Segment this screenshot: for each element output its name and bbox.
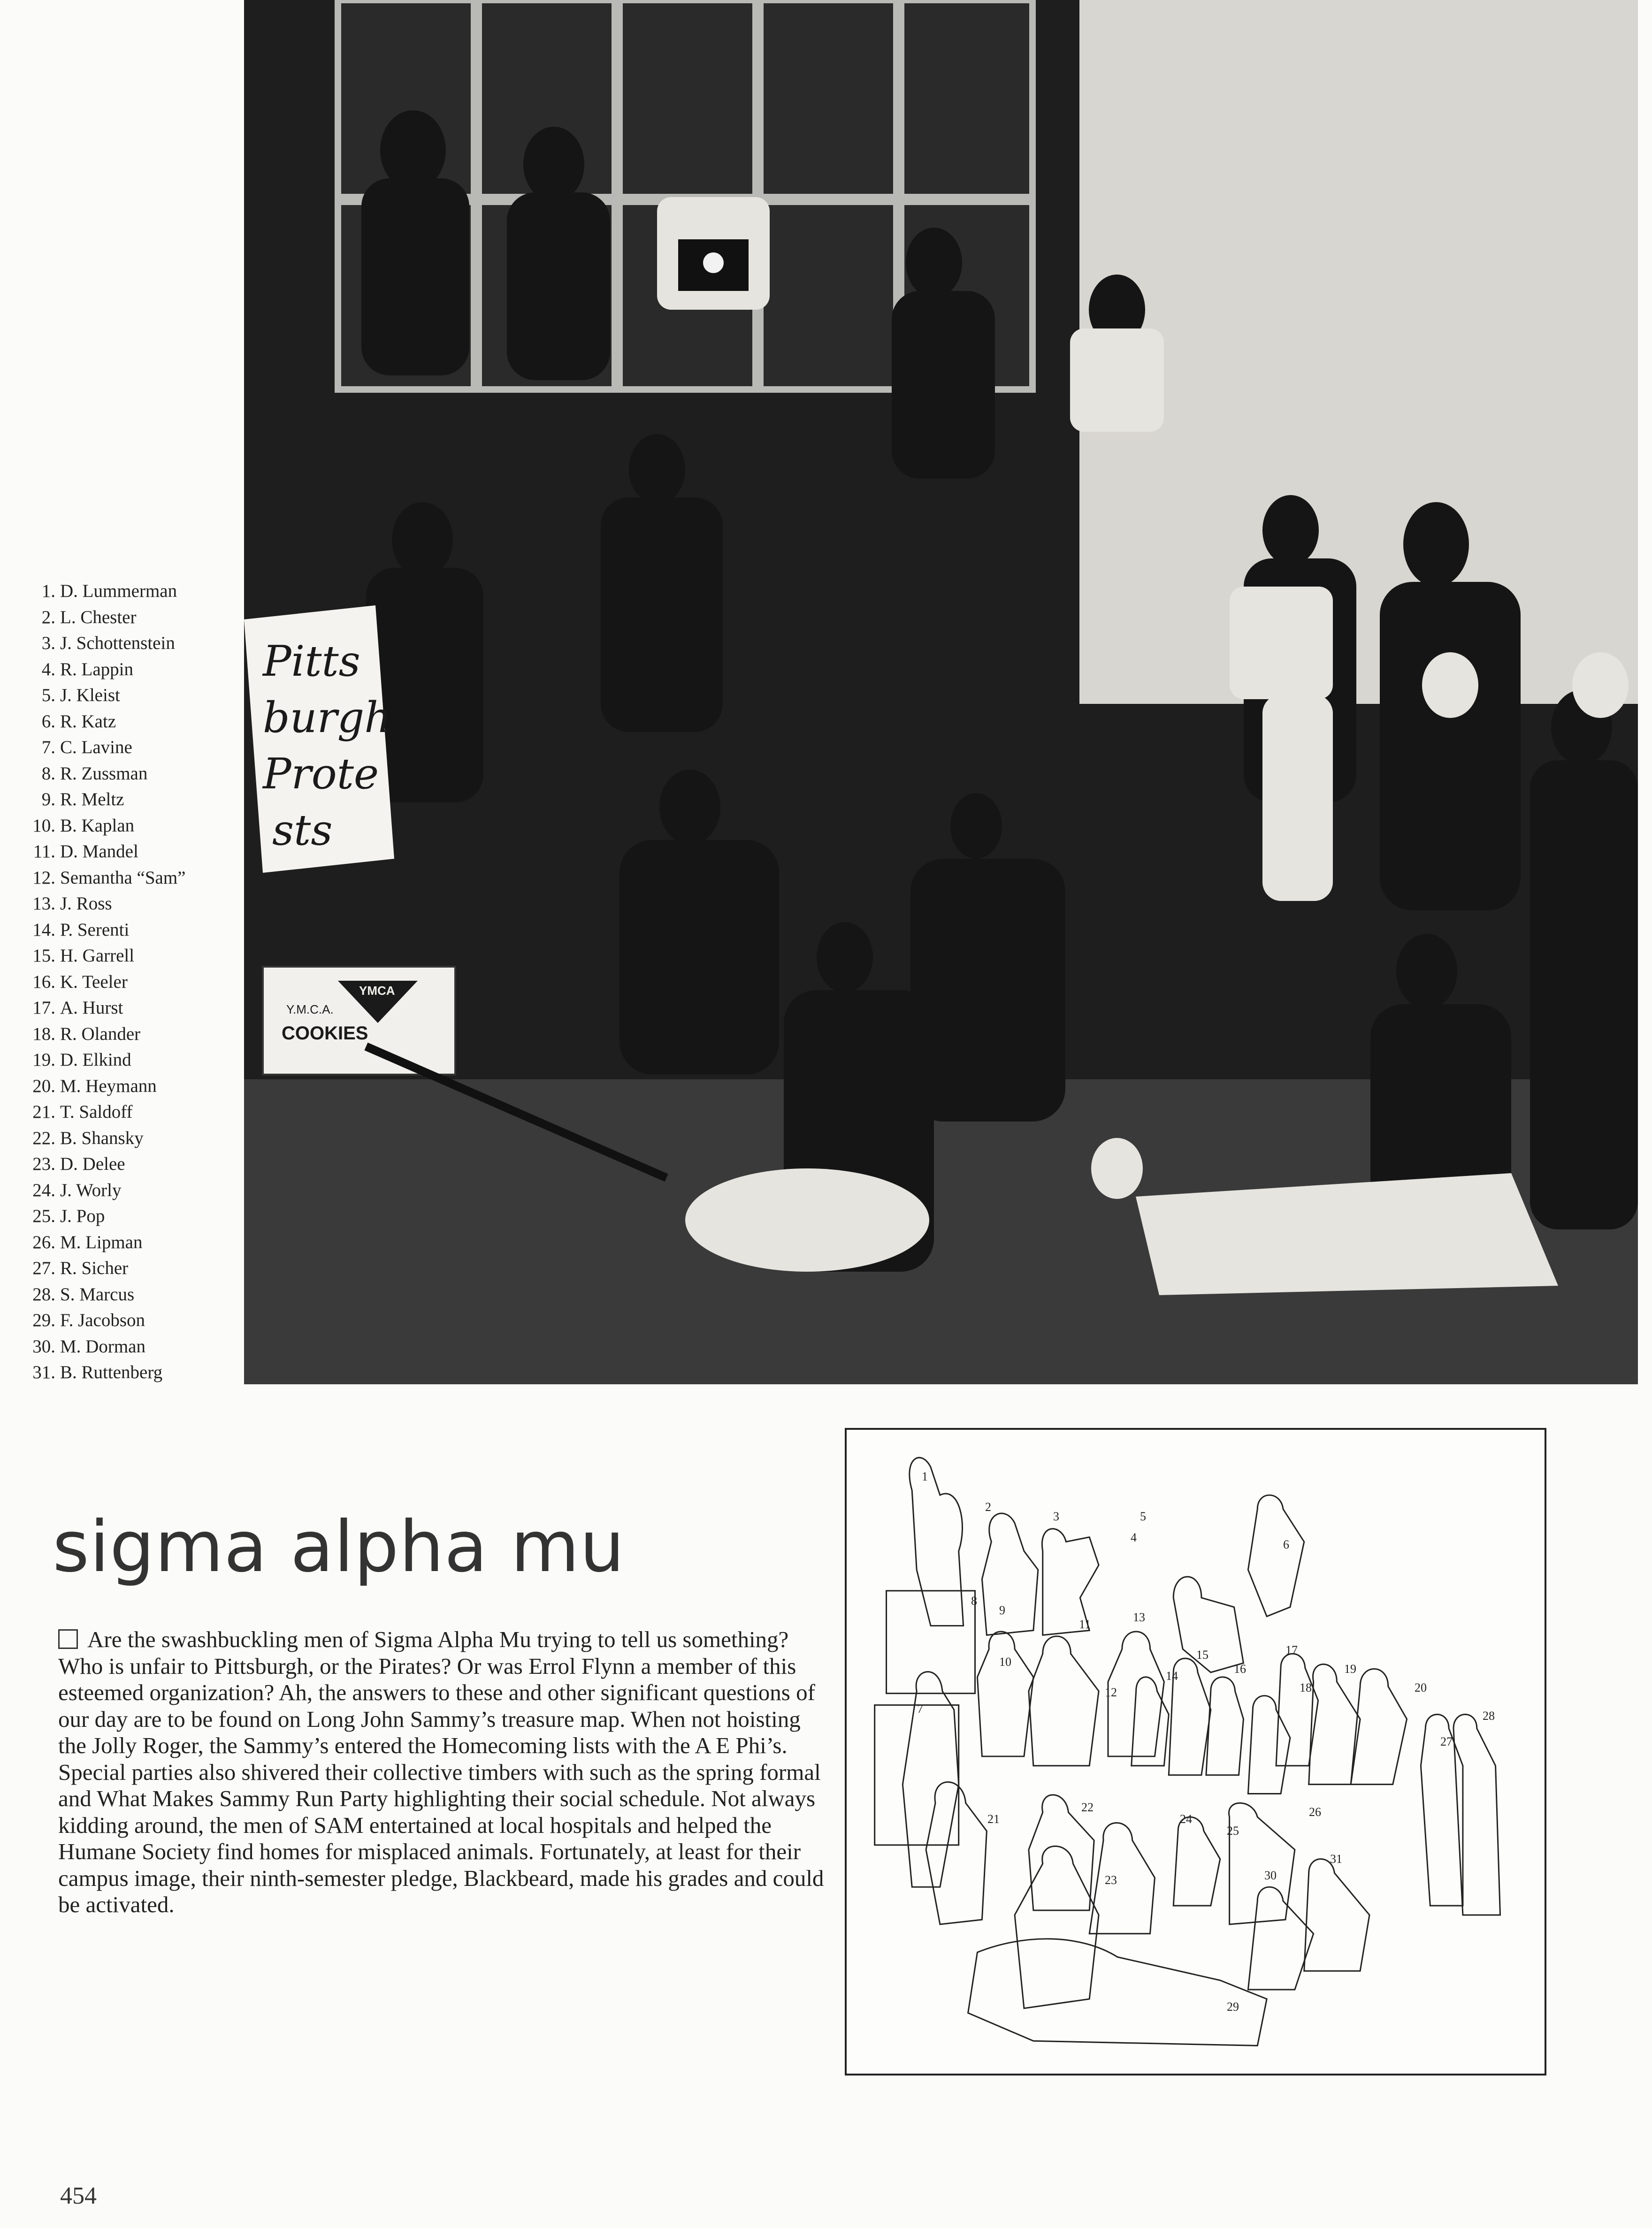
list-item: 12. Semantha “Sam”: [32, 867, 186, 888]
protest-sign-text: Pitts: [263, 637, 360, 686]
article-body: [58, 1626, 828, 1918]
list-item: 3. J. Schottenstein: [41, 633, 175, 653]
square-bullet-icon: [58, 1629, 78, 1649]
list-item: 28. S. Marcus: [32, 1284, 135, 1305]
diagram-label: 17: [1285, 1643, 1298, 1657]
list-item: 2. L. Chester: [41, 607, 137, 627]
diagram-label: 2: [985, 1500, 991, 1514]
ymca-brand-text: Y.M.C.A.: [286, 1002, 334, 1016]
diagram-label: 29: [1227, 2000, 1239, 2014]
diagram-label: 28: [1483, 1709, 1495, 1723]
group-photo: [244, 0, 1638, 1384]
diagram-label: 1: [922, 1470, 928, 1483]
list-item: 4. R. Lappin: [41, 659, 133, 679]
list-item: 21. T. Saldoff: [32, 1102, 133, 1122]
diagram-label: 25: [1227, 1824, 1239, 1838]
list-item: 11. D. Mandel: [33, 841, 138, 862]
list-item: 20. M. Heymann: [32, 1076, 157, 1096]
list-item: 13. J. Ross: [32, 893, 112, 914]
svg-text:sts: sts: [272, 806, 333, 855]
list-item: 17. A. Hurst: [32, 998, 123, 1018]
list-item: 6. R. Katz: [41, 711, 116, 732]
list-item: 5. J. Kleist: [41, 685, 120, 705]
identification-diagram: [845, 1428, 1546, 2075]
diagram-label: 23: [1105, 1873, 1117, 1887]
list-item: 1. D. Lummerman: [41, 581, 177, 601]
list-item: 24. J. Worly: [32, 1180, 122, 1200]
list-item: 31. B. Ruttenberg: [32, 1362, 163, 1382]
photo-illustration: [244, 0, 1638, 1384]
diagram-label: 11: [1079, 1618, 1091, 1631]
diagram-label: 26: [1309, 1805, 1321, 1819]
diagram-label: 18: [1300, 1681, 1312, 1694]
diagram-label: 5: [1140, 1510, 1146, 1523]
list-item: 23. D. Delee: [32, 1154, 125, 1174]
diagram-label: 9: [999, 1603, 1005, 1617]
diagram-label: 14: [1166, 1669, 1178, 1683]
diagram-label: 6: [1283, 1538, 1289, 1551]
diagram-label: 4: [1131, 1531, 1137, 1544]
list-item: 15. H. Garrell: [32, 946, 135, 966]
diagram-label: 13: [1133, 1610, 1145, 1624]
svg-text:Prote: Prote: [263, 749, 379, 799]
list-item: 10. B. Kaplan: [32, 815, 135, 836]
diagram-label: 22: [1081, 1801, 1094, 1814]
page-number: 454: [60, 2182, 97, 2209]
list-item: 22. B. Shansky: [32, 1128, 144, 1148]
diagram-label: 7: [917, 1702, 923, 1716]
list-item: 8. R. Zussman: [41, 763, 148, 784]
ymca-logo-text: YMCA: [359, 984, 395, 998]
list-item: 19. D. Elkind: [32, 1050, 131, 1070]
list-item: 7. C. Lavine: [41, 737, 132, 757]
cookie-box-text: COOKIES: [282, 1023, 368, 1044]
list-item: 29. F. Jacobson: [32, 1310, 145, 1330]
diagram-label: 21: [987, 1812, 1000, 1826]
member-name-list: [19, 578, 239, 1386]
svg-text:burgh: burgh: [263, 693, 392, 742]
list-item: 25. J. Pop: [32, 1206, 105, 1226]
diagram-label: 15: [1196, 1648, 1208, 1662]
diagram-label: 31: [1330, 1852, 1342, 1866]
diagram-label: 12: [1105, 1686, 1117, 1699]
list-item: 16. K. Teeler: [32, 971, 128, 992]
page-title: sigma alpha mu: [53, 1506, 625, 1588]
diagram-label: 27: [1440, 1735, 1453, 1748]
list-item: 14. P. Serenti: [32, 919, 130, 940]
list-item: 27. R. Sicher: [32, 1258, 129, 1278]
diagram-label: 20: [1415, 1681, 1427, 1694]
list-item: 18. R. Olander: [32, 1023, 141, 1044]
diagram-label: 19: [1344, 1662, 1356, 1676]
list-item: 30. M. Dorman: [32, 1336, 145, 1357]
article-body-text: Are the swashbuckling men of Sigma Alpha Mu trying to tell us something? Who is unfair to Pittsburgh, or the Pirates? Or was Errol Flynn a member of this esteemed organization? Ah, the answers to these and other significant questions of our day are to be found on Long John Sammy’s treasure map. When not hoisting the Jolly Roger, the Sammy’s entered the Homecoming lists with the A E Phi’s. Special parties also shivered their collective timbers with such as the spring formal and What Makes Sammy Run Party highlighting their social schedule. Not always kidding around, the men of SAM entertained at local hospitals and helped the Humane Society find homes for misplaced animals. Fortunately, at least for their campus image, their ninth-semester pledge, Blackbeard, made his grades and could be activated.: [58, 1626, 824, 1917]
silhouette-outlines: [847, 1430, 1545, 2074]
diagram-label: 16: [1234, 1662, 1246, 1676]
list-item: 26. M. Lipman: [32, 1232, 143, 1252]
diagram-label: 30: [1264, 1869, 1277, 1882]
diagram-label: 24: [1180, 1812, 1192, 1826]
list-item: 9. R. Meltz: [41, 789, 124, 809]
diagram-label: 8: [971, 1594, 977, 1608]
diagram-label: 3: [1053, 1510, 1059, 1523]
diagram-label: 10: [999, 1655, 1011, 1669]
